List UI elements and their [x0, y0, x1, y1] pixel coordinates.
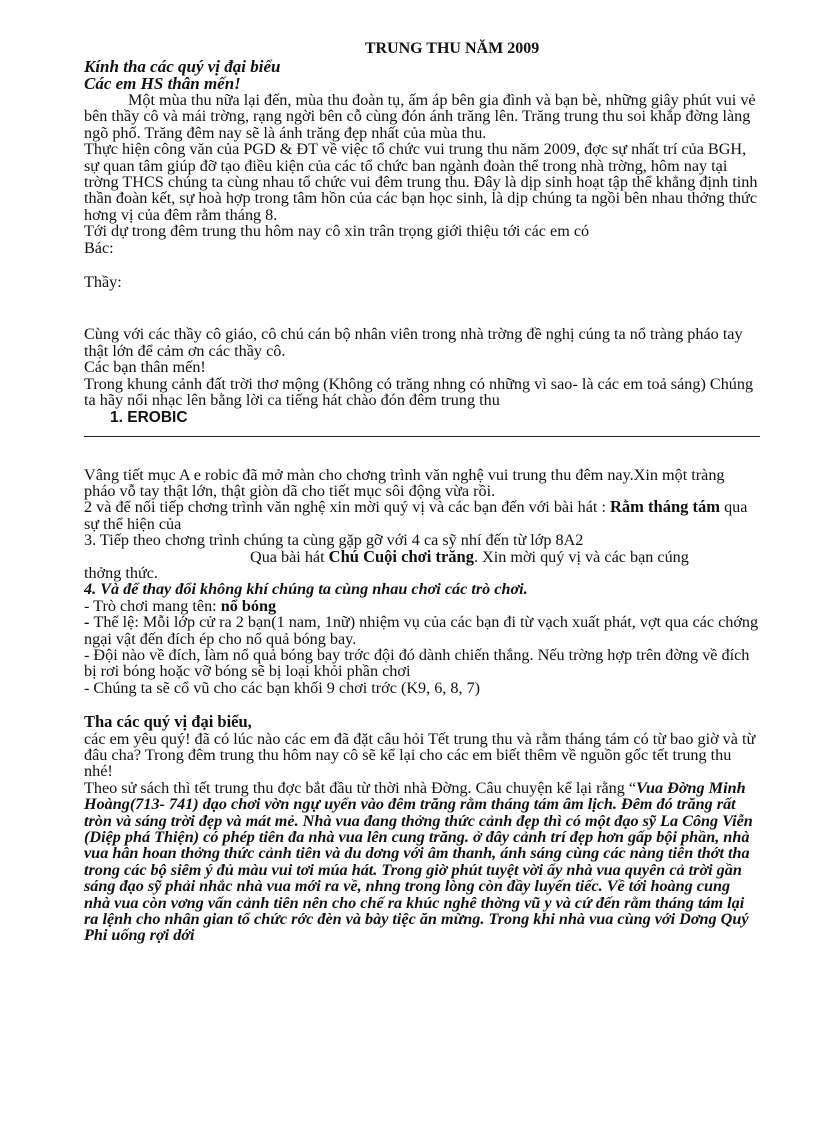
thanks-paragraph: Cùng với các thầy cô giáo, cô chú cán bộ nhân viên trong nhà trờng đề nghị cúng ta nổ tràng pháo tay thật lớn để cảm ơn các thầy cô. [84, 325, 743, 360]
game-winner-rule: - Đội nào về đích, làm nổ quả bóng bay trớc đội đó dành chiến thắng. Nếu trờng hợp trên đờng về đích bị rơi bóng hoặc vỡ bóng sẽ bị loại khỏi phần chơi [84, 645, 750, 681]
story-body: Theo sử sách thì tết trung thu đợc bắt đầu từ thời nhà Đờng. Câu chuyện kể lại rằng “Vua Đờng Minh Hoàng(713- 741) dạo chơi vờn ngự uyển vào đêm trăng rằm tháng tám âm lịch. Đêm đó trăng rất tròn và sáng trời đẹp và mát mẻ. Nhà vua đang thởng thức cảnh đẹp thì có một đạo sỹ La Công Viễn (Diệp phá Thiện) có phép tiên đa nhà vua lên cung trăng. ở đây cảnh trí đẹp hơn gấp bội phần, nhà vua hân hoan thởng thức cảnh tiên và du dơng với âm thanh, ánh sáng cùng các nàng tiên thớt tha trong các bộ siêm ý đủ màu vui tơi múa hát. Trong giờ phút tuyệt vời ấy nhà vua quyên cả trời gần sáng đạo sỹ phải nhắc nhà vua mới ra về, nhng trong lòng còn đầy luyến tiếc. Về tới hoàng cung nhà vua còn vơng vấn cảnh tiên nên cho chế ra khúc nghê thờng vũ y và cứ đến rằm tháng tám lại ra lệnh cho nhân gian tổ chức rớc đèn và bày tiệc ăn mừng. Trong khi nhà vua cùng với Dơng Quý Phi uống rợi dới [84, 778, 753, 945]
music-paragraph: Trong khung cảnh đất trời thơ mộng (Không có trăng nhng có những vì sao- là các em toả sáng) Chúng ta hãy nổi nhạc lên bằng lời ca tiếng hát chào đón đêm trung thu [84, 374, 754, 410]
erobic-comment: Vâng tiết mục A e robic đã mở màn cho chơng trình văn nghệ vui trung thu đêm nay.Xin một tràng pháo vỗ tay thật lớn, thật giòn dã cho tiết mục sôi động vừa rồi. [84, 465, 725, 500]
game-name-line: - Trò chơi mang tên: nổ bóng [84, 596, 277, 615]
games-heading: 4. Và để thay đổi không khí chúng ta cùng nhau chơi các trò chơi. [84, 580, 528, 599]
song-three-title-line: Qua bài hát Chú Cuội chơi trăng. Xin mời quý vị và các bạn cúng [250, 546, 689, 566]
guest-thay-label: Thầy: [84, 273, 122, 292]
introduction-line: Tới dự trong đêm trung thu hôm nay cô xin trân trọng giới thiệu tới các em có [84, 222, 590, 241]
song-three-line: 3. Tiếp theo chơng trình chúng ta cùng gặp gỡ với 4 ca sỹ nhí đến từ lớp 8A2 [84, 531, 584, 550]
song-three-continuation: thởng thức. [84, 563, 158, 582]
story-intro: các em yêu quý! đã có lúc nào các em đã đặt câu hỏi Tết trung thu và rằm tháng tám có từ bao giờ và từ đâu cha? Trong đêm trung thu hôm nay cô sẽ kể lại cho các em biết thêm về nguồn gốc tết trung thu nhé! [84, 729, 756, 781]
friends-greeting: Các bạn thân mến! [84, 358, 206, 377]
guest-bac-label: Bác: [84, 238, 114, 257]
song-chu-cuoi: Chú Cuội chơi trăng [328, 546, 474, 566]
greeting-students: Các em HS thân mến! [84, 74, 241, 93]
game-order: - Chúng ta sẽ cổ vũ cho các bạn khối 9 chơi trớc (K9, 6, 8, 7) [84, 678, 481, 697]
game-name: nổ bóng [220, 596, 277, 615]
story-greeting: Tha các quý vị đại biểu, [84, 712, 252, 732]
story-legend: Vua Đờng Minh Hoàng(713- 741) dạo chơi vờn ngự uyển vào đêm trăng rằm tháng tám âm lịch. Đêm đó trăng rất tròn và sáng trời đẹp và mát mẻ. Nhà vua đang thởng thức cảnh đẹp thì có một đạo sỹ La Công Viễn (Diệp phá Thiện) có phép tiên đa nhà vua lên cung trăng. ở đây cảnh trí đẹp hơn gấp bội phần, nhà vua hân hoan thởng thức cảnh tiên và du dơng với âm thanh, ánh sáng cùng các nàng tiên thớt tha trong các bộ siêm ý đủ màu vui tơi múa hát. Trong giờ phút tuyệt vời ấy nhà vua quyên cả trời gần sáng đạo sỹ phải nhắc nhà vua mới ra về, nhng trong lòng còn đầy luyến tiếc. Về tới hoàng cung nhà vua còn vơng vấn cảnh tiên nên cho chế ra khúc nghê thờng vũ y và cứ đến rằm tháng tám lại ra lệnh cho nhân gian tổ chức rớc đèn và bày tiệc ăn mừng. Trong khi nhà vua cùng với Dơng Quý Phi uống rợi dới [84, 778, 753, 945]
document-title: TRUNG THU NĂM 2009 [364, 40, 540, 57]
item-erobic-heading: 1. EROBIC [110, 408, 188, 426]
greeting-guests: Kính tha các quý vị đại biểu [84, 57, 281, 76]
song-two-paragraph: 2 và để nối tiếp chơng trình văn nghệ xin mời quý vị và các bạn đến với bài hát : Rằm tháng tám qua sự thể hiện của [84, 497, 748, 533]
document-page [84, 40, 760, 944]
context-paragraph: Thực hiện công văn của PGD & ĐT về việc tổ chức vui trung thu năm 2009, đợc sự nhất trí của BGH, sự quan tâm giúp đỡ tạo điều kiện của các tổ chức ban ngành đoàn thể trong nhà trờng, hôm nay tại trờng THCS chúng ta cùng nhau tổ chức vui đêm trung thu. Đây là dịp sinh hoạt tập thể khẳng định tinh thần đoàn kết, sự hoà hợp trong tâm hồn của các bạn học sinh, là dịp chúng ta ngồi bên nhau thởng thức hơng vị của đêm rằm tháng 8. [84, 140, 758, 224]
song-ram-thang-tam: Rằm tháng tám [610, 497, 721, 517]
game-rules: - Thể lệ: Mỗi lớp cử ra 2 bạn(1 nam, 1nữ) nhiệm vụ của các bạn đi từ vạch xuất phát, vợt qua các chớng ngại vật đến đích ép cho nổ quả bóng bay. [84, 613, 759, 648]
opening-paragraph: Một mùa thu nữa lại đến, mùa thu đoàn tụ, ấm áp bên gia đình và bạn bè, những giây phút vui vẻ bên thầy cô và mái trờng, rạng ngời bên cỗ cùng đón ánh trăng lên. Trăng trung thu soi khắp đờng làng ngõ phố. Trăng đêm nay sẽ là ánh trăng đẹp nhất của mùa thu. [84, 91, 756, 142]
